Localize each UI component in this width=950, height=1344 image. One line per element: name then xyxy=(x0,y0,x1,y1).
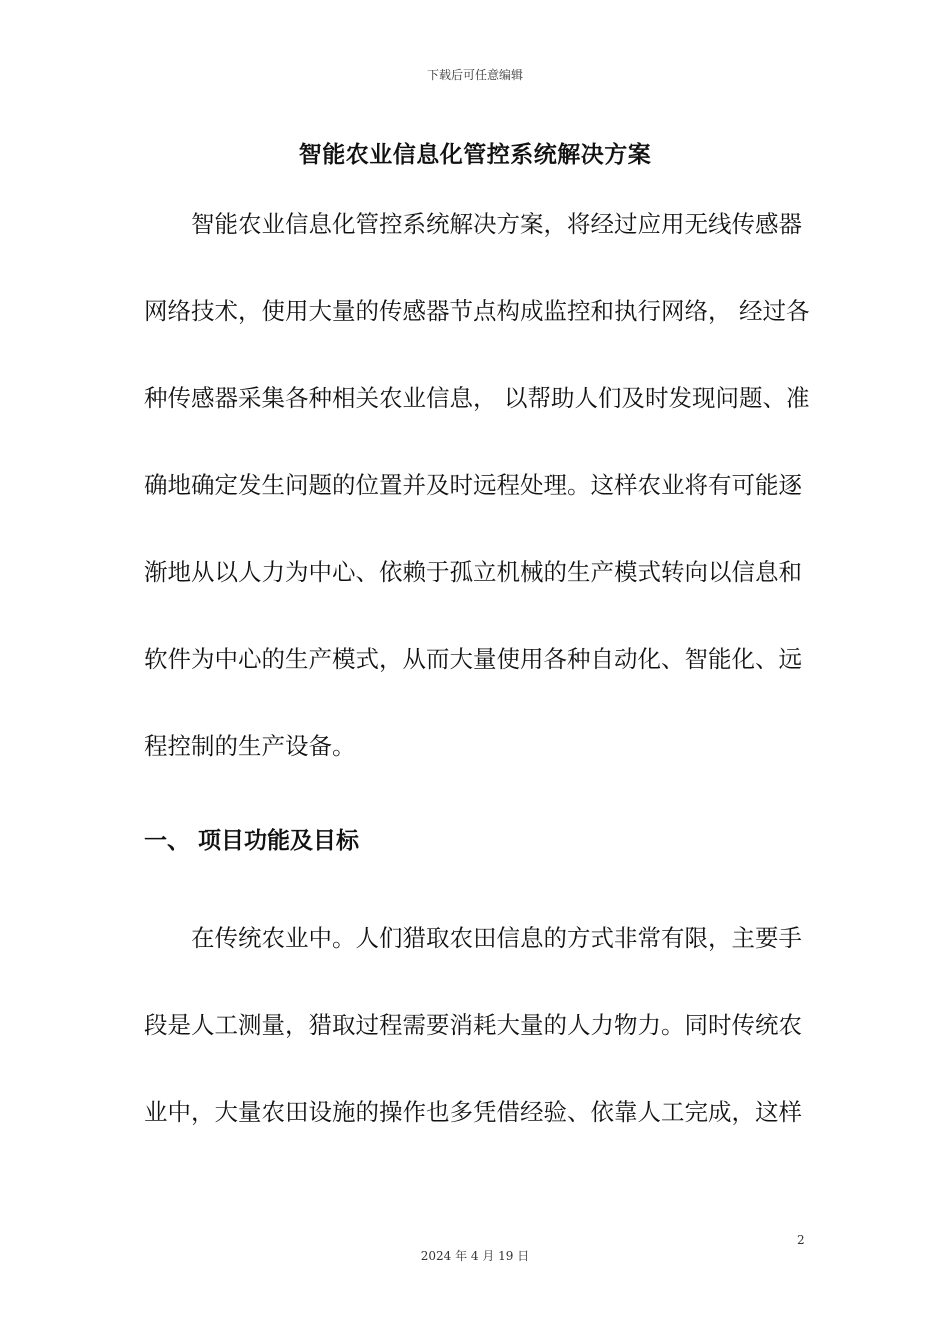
intro-paragraph-line: 确地确定发生问题的位置并及时远程处理。这样农业将有可能逐 xyxy=(144,471,802,499)
document-title: 智能农业信息化管控系统解决方案 xyxy=(298,142,652,168)
intro-paragraph-line: 网络技术，使用大量的传感器节点构成监控和执行网络， 经过各 xyxy=(144,297,810,325)
page-footer-date: 2024 年 4 月 19 日 xyxy=(420,1249,530,1263)
intro-paragraph-line: 程控制的生产设备。 xyxy=(144,732,356,760)
intro-paragraph-line: 种传感器采集各种相关农业信息， 以帮助人们及时发现问题、准 xyxy=(144,384,810,412)
section-paragraph-line: 业中，大量农田设施的操作也多凭借经验、依靠人工完成，这样 xyxy=(144,1098,802,1126)
section-paragraph-line: 段是人工测量，猎取过程需要消耗大量的人力物力。同时传统农 xyxy=(144,1011,802,1039)
page-number: 2 xyxy=(797,1233,805,1247)
intro-paragraph-line: 智能农业信息化管控系统解决方案，将经过应用无线传感器 xyxy=(144,210,802,238)
section-paragraph-line: 在传统农业中。人们猎取农田信息的方式非常有限，主要手 xyxy=(144,924,802,952)
page-header: 下载后可任意编辑 xyxy=(426,68,523,82)
intro-paragraph-line: 渐地从以人力为中心、依赖于孤立机械的生产模式转向以信息和 xyxy=(144,558,802,586)
intro-paragraph-line: 软件为中心的生产模式，从而大量使用各种自动化、智能化、远 xyxy=(144,645,802,673)
section-heading: 一、 项目功能及目标 xyxy=(144,828,360,854)
